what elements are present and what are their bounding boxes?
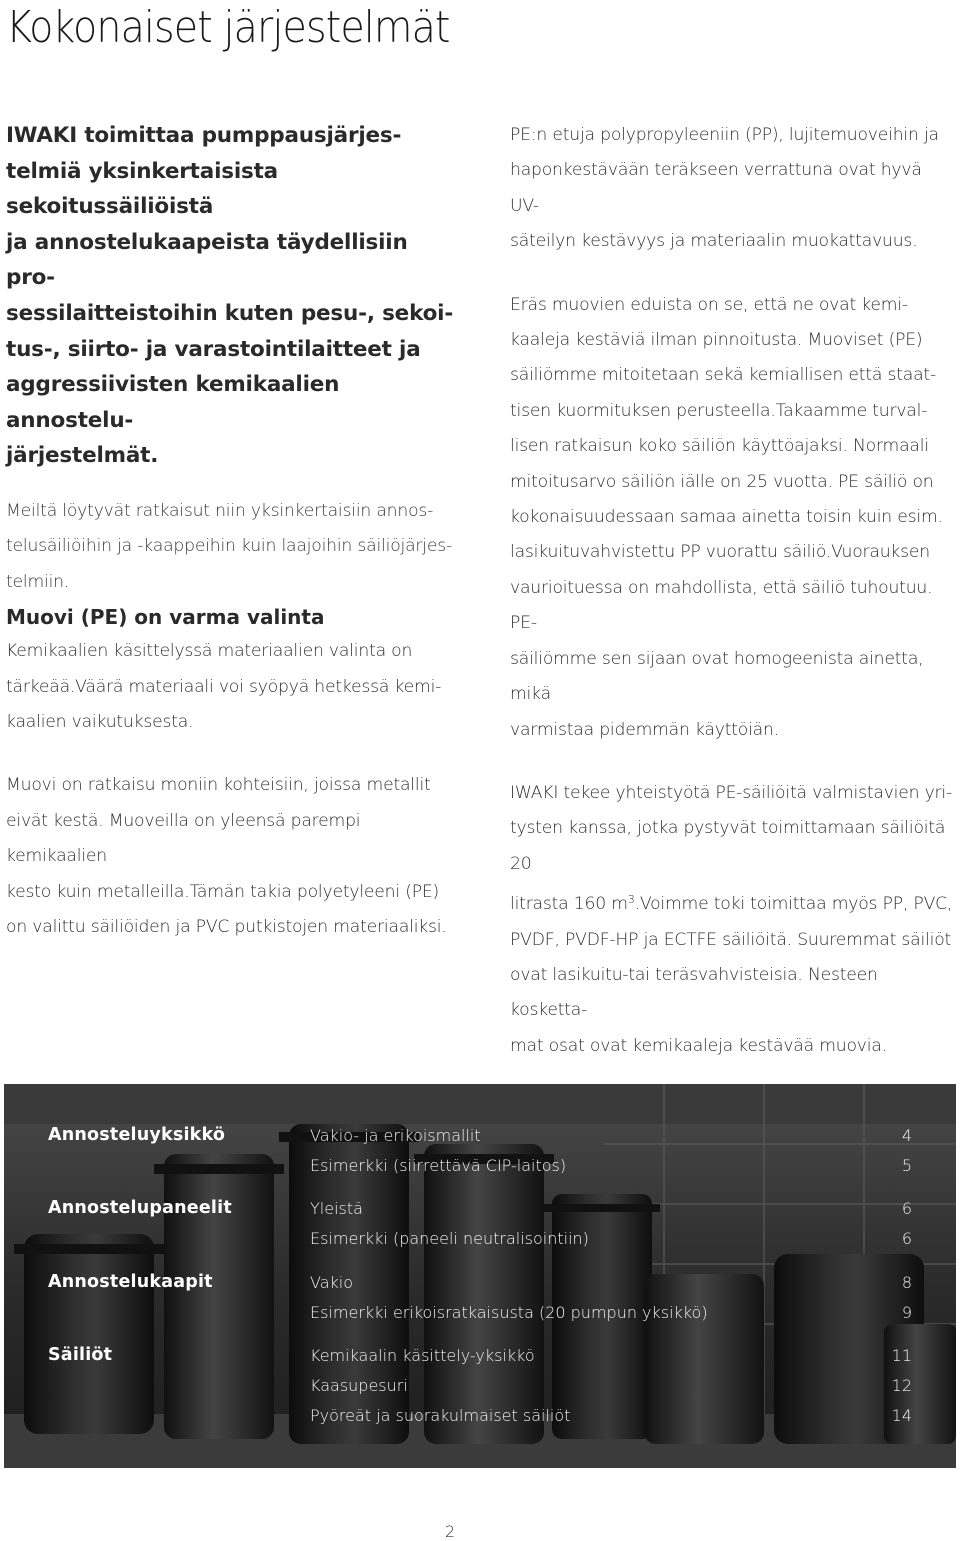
text-line: Kemikaalien käsittelyssä materiaalien valinta on (6, 641, 413, 662)
text-line: kokonaisuudessaan samaa ainetta toisin kuin esim. (510, 507, 943, 528)
lead-line: telmiä yksinkertaisista sekoitussäiliöistä (6, 158, 278, 220)
toc-item[interactable]: Esimerkki (paneeli neutralisointiin) (310, 1229, 589, 1248)
text-line: haponkestävään teräkseen verrattuna ovat hyvä UV- (510, 160, 922, 216)
text-line: tisen kuormituksen perusteella.Takaamme turval- (510, 400, 928, 421)
text-line: tysten kanssa, jotka pystyvät toimittamaan säiliöitä 20 (510, 818, 946, 874)
text-line: säiliömme mitoitetaan sekä kemiallisen että staat- (510, 365, 936, 386)
lead-line: tus-, siirto- ja varastointilaitteet ja (6, 336, 421, 362)
text-line: PVDF, PVDF-HP ja ECTFE säiliöitä. Suuremmat säiliöt (510, 929, 952, 950)
left-column (6, 118, 458, 945)
intro-paragraph (6, 494, 458, 600)
lead-line: aggressiivisten kemikaalien annostelu- (6, 372, 340, 433)
toc-page-number: 12 (891, 1376, 912, 1395)
text-line: Eräs muovien eduista on se, että ne ovat kemi- (510, 294, 908, 315)
text-line: IWAKI tekee yhteistyötä PE-säiliöitä valmistavien yri- (510, 782, 952, 803)
toc-item[interactable]: Pyöreät ja suorakulmaiset säiliöt (310, 1406, 571, 1425)
text-line: vaurioituessa on mahdollista, että säiliö tuhoutuu. PE- (510, 577, 933, 634)
page-number: 2 (444, 1522, 456, 1541)
lead-line: IWAKI toimittaa pumppausjärjes- (6, 123, 402, 148)
text-line: varmistaa pidemmän käyttöiän. (510, 719, 779, 740)
text-fragment: litrasta 160 m (510, 894, 628, 915)
pe-advantages-paragraph (510, 118, 955, 260)
text-line: on valittu säiliöiden ja PVC putkistojen materiaaliksi. (6, 917, 447, 937)
toc-category: Annosteluyksikkö (48, 1125, 226, 1145)
toc-category: Annostelupaneelit (48, 1198, 232, 1218)
toc-page-number: 9 (901, 1303, 912, 1322)
text-line: eivät kestä. Muoveilla on yleensä parempi kemikaalien (6, 810, 361, 867)
text-line: ovat lasikuitu-tai teräsvahvisteisia. Nesteen kosketta- (510, 964, 878, 1021)
lead-paragraph (6, 118, 458, 474)
toc-item[interactable]: Yleistä (310, 1199, 363, 1218)
section-heading: Muovi (PE) on varma valinta (6, 605, 325, 630)
text-line: telusäiliöihin ja -kaappeihin kuin laajoihin säiliöjärjes- (6, 536, 452, 557)
lead-line: järjestelmät. (6, 443, 159, 469)
tanks-photo-panel (4, 1084, 956, 1468)
text-line: mitoitusarvo säiliön iälle on 25 vuotta. PE säiliö on (510, 471, 934, 492)
text-line: säteilyn kestävyys ja materiaalin muokattavuus. (510, 231, 918, 252)
lead-line: ja annostelukaapeista täydellisiin pro- (6, 229, 408, 291)
toc-item[interactable]: Vakio (310, 1273, 354, 1292)
text-line: kesto kuin metalleilla.Tämän takia polyetyleeni (PE) (6, 881, 440, 902)
toc-category: Säiliöt (48, 1345, 113, 1365)
toc-item[interactable]: Esimerkki erikoisratkaisusta (20 pumpun yksikkö) (310, 1303, 708, 1322)
toc-page-number: 4 (901, 1126, 912, 1145)
toc-page-number: 5 (901, 1156, 912, 1175)
text-line: kaaleja kestäviä ilman pinnoitusta. Muoviset (PE) (510, 330, 923, 351)
tank-paragraph (510, 288, 955, 748)
cooperation-paragraph (510, 776, 955, 1064)
text-line: Meiltä löytyvät ratkaisut niin yksinkertaisiin annos- (6, 500, 434, 521)
table-of-contents (4, 1084, 956, 1468)
text-line: lisen ratkaisun koko säiliön käyttöajaksi. Normaali (510, 436, 929, 457)
text-line: kaalien vaikutuksesta. (6, 711, 194, 732)
toc-page-number: 6 (901, 1199, 912, 1218)
text-line: lasikuituvahvistettu PP vuorattu säiliö.Vuorauksen (510, 542, 930, 563)
toc-category: Annostelukaapit (48, 1272, 213, 1292)
toc-page-number: 14 (891, 1406, 912, 1425)
right-column (510, 118, 955, 1064)
toc-page-number: 8 (901, 1273, 912, 1292)
text-line: telmiin. (6, 571, 70, 592)
lead-line: sessilaitteistoihin kuten pesu-, sekoi- (6, 300, 454, 326)
toc-item[interactable]: Kaasupesuri (310, 1376, 408, 1395)
text-fragment: .Voimme toki toimittaa myös PP, PVC, (634, 894, 953, 915)
plastic-paragraph (6, 768, 458, 945)
text-line: tärkeää.Väärä materiaali voi syöpyä hetkessä kemi- (6, 676, 442, 697)
material-paragraph (6, 634, 458, 740)
toc-page-number: 6 (901, 1229, 912, 1248)
page-title: Kokonaiset järjestelmät (6, 2, 450, 53)
text-line: Muovi on ratkaisu moniin kohteisiin, joissa metallit (6, 775, 431, 796)
toc-item[interactable]: Kemikaalin käsittely-yksikkö (310, 1346, 535, 1365)
toc-item[interactable]: Vakio- ja erikoismallit (310, 1126, 481, 1145)
superscript: 3 (627, 893, 635, 907)
toc-item[interactable]: Esimerkki (siirrettävä CIP-laitos) (310, 1156, 567, 1175)
text-line: PE:n etuja polypropyleeniin (PP), lujitemuoveihin ja (510, 125, 939, 145)
text-line: mat osat ovat kemikaaleja kestävää muovia. (510, 1035, 887, 1056)
text-line: säiliömme sen sijaan ovat homogeenista ainetta, mikä (510, 648, 924, 705)
text-line (510, 882, 955, 922)
toc-page-number: 11 (891, 1346, 912, 1365)
